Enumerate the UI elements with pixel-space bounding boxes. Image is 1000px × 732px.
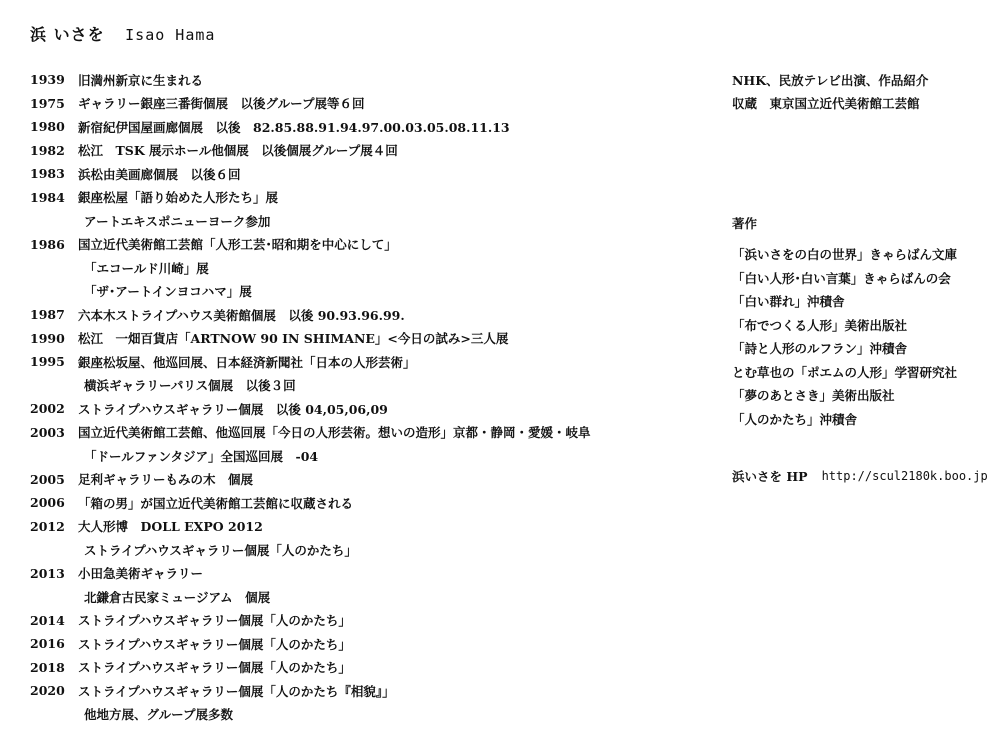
history-text: 銀座松屋「語り始めた人形たち」展 [78, 190, 279, 206]
sidebar-info [732, 68, 992, 488]
page-title [30, 22, 215, 45]
homepage-label: 浜いさを HP [732, 469, 808, 485]
media-line: NHK、民放テレビ出演、作品紹介 [732, 72, 929, 88]
history-year: 1987 [30, 307, 65, 323]
history-row [30, 350, 690, 374]
history-text: 松江 TSK 展示ホール他個展 以後個展グループ展４回 [78, 143, 398, 159]
work-item: 「白い人形･白い言葉」きゃらばんの会 [732, 270, 951, 286]
history-row [30, 632, 690, 656]
history-year: 2016 [30, 636, 65, 652]
history-year: 2013 [30, 565, 65, 581]
history-text: 北鎌倉古民家ミュージアム 個展 [84, 589, 271, 605]
history-text: ストライプハウスギャラリー個展 以後 04,05,06,09 [78, 401, 388, 417]
work-item: 「布でつくる人形」美術出版社 [732, 317, 908, 333]
history-text: 足利ギャラリーもみの木 個展 [78, 472, 254, 488]
history-year: 1975 [30, 95, 65, 111]
history-year: 2006 [30, 495, 65, 511]
history-year: 1984 [30, 189, 65, 205]
history-text: 新宿紀伊国屋画廊個展 以後 82.85.88.91.94.97.00.03.05.08.11.13 [78, 119, 510, 135]
history-year: 1995 [30, 354, 65, 370]
homepage-link[interactable]: http://scul2180k.boo.jp [821, 469, 988, 484]
work-item: 「浜いさをの白の世界」きゃらばん文庫 [732, 247, 958, 263]
artist-name-ja: 浜 いさを [30, 25, 105, 44]
history-row [30, 162, 690, 186]
history-row [30, 421, 690, 445]
history-row [30, 609, 690, 633]
history-text: 国立近代美術館工芸館、他巡回展「今日の人形芸術。想いの造形」京都・静岡・愛媛・岐阜 [78, 425, 591, 441]
history-row [30, 585, 690, 609]
history-text: 銀座松坂屋、他巡回展、日本経済新聞社「日本の人形芸術」 [78, 354, 416, 370]
work-item: とむ草也の「ポエムの人形」学習研究社 [732, 364, 958, 380]
history-text: ストライプハウスギャラリー個展「人のかたち」 [78, 613, 351, 629]
history-row [30, 538, 690, 562]
works-list [732, 243, 992, 431]
history-row [30, 374, 690, 398]
artist-name-en: Isao Hama [125, 26, 216, 44]
history-row [30, 115, 690, 139]
history-text: ストライプハウスギャラリー個展「人のかたち『相貌』」 [78, 683, 395, 699]
history-row [30, 562, 690, 586]
history-row [30, 444, 690, 468]
history-row [30, 515, 690, 539]
history-text: ストライプハウスギャラリー個展「人のかたち」 [78, 636, 351, 652]
collection-line: 収蔵 東京国立近代美術館工芸館 [732, 96, 920, 112]
career-history [30, 68, 690, 726]
history-row [30, 186, 690, 210]
homepage-line [732, 465, 992, 489]
history-text: 「ザ･アートインヨコハマ」展 [84, 284, 252, 300]
history-row [30, 92, 690, 116]
history-year: 1986 [30, 236, 65, 252]
history-text: ストライプハウスギャラリー個展「人のかたち」 [84, 542, 357, 558]
history-year: 1983 [30, 166, 65, 182]
work-item: 「夢のあとさき」美術出版社 [732, 388, 895, 404]
history-text: 「ドールファンタジア」全国巡回展 -04 [84, 448, 319, 464]
history-row [30, 327, 690, 351]
history-year: 2014 [30, 612, 65, 628]
history-text: 六本木ストライプハウス美術館個展 以後 90.93.96.99. [78, 307, 405, 323]
history-year: 2005 [30, 471, 65, 487]
history-text: ギャラリー銀座三番街個展 以後グループ展等６回 [78, 96, 365, 112]
history-text: 横浜ギャラリーパリス個展 以後３回 [84, 378, 296, 394]
history-year: 2018 [30, 659, 65, 675]
history-row [30, 397, 690, 421]
history-year: 1982 [30, 142, 65, 158]
history-text: ストライプハウスギャラリー個展「人のかたち」 [78, 660, 351, 676]
history-row [30, 233, 690, 257]
history-text: 大人形博 DOLL EXPO 2012 [78, 519, 263, 535]
history-text: 「エコールド川崎」展 [84, 260, 209, 276]
history-text: 国立近代美術館工芸館「人形工芸･昭和期を中心にして」 [78, 237, 397, 253]
history-year: 1990 [30, 330, 65, 346]
history-row [30, 68, 690, 92]
history-row [30, 468, 690, 492]
history-row [30, 139, 690, 163]
history-text: アートエキスポニューヨーク参加 [84, 213, 271, 229]
history-text: 旧満州新京に生まれる [78, 72, 204, 88]
history-text: 「箱の男」が国立近代美術館工芸館に収蔵される [78, 495, 354, 511]
history-row [30, 491, 690, 515]
history-text: 小田急美術ギャラリー [78, 566, 204, 582]
history-year: 1980 [30, 119, 65, 135]
history-row [30, 703, 690, 727]
history-row [30, 679, 690, 703]
history-text: 松江 一畑百貨店「ARTNOW 90 IN SHIMANE」<今日の試み>三人展 [78, 331, 509, 347]
history-year: 2003 [30, 424, 65, 440]
history-year: 2020 [30, 683, 65, 699]
history-text: 浜松由美画廊個展 以後６回 [78, 166, 241, 182]
history-row [30, 656, 690, 680]
work-item: 「白い群れ」沖積舎 [732, 294, 845, 310]
history-row [30, 256, 690, 280]
work-item: 「詩と人形のルフラン」沖積舎 [732, 341, 908, 357]
works-heading: 著作 [732, 215, 758, 231]
history-row [30, 209, 690, 233]
history-text: 他地方展、グループ展多数 [84, 707, 234, 723]
history-year: 1939 [30, 72, 65, 88]
work-item: 「人のかたち」沖積舎 [732, 411, 858, 427]
history-year: 2012 [30, 518, 65, 534]
history-row [30, 303, 690, 327]
history-row [30, 280, 690, 304]
history-year: 2002 [30, 401, 65, 417]
